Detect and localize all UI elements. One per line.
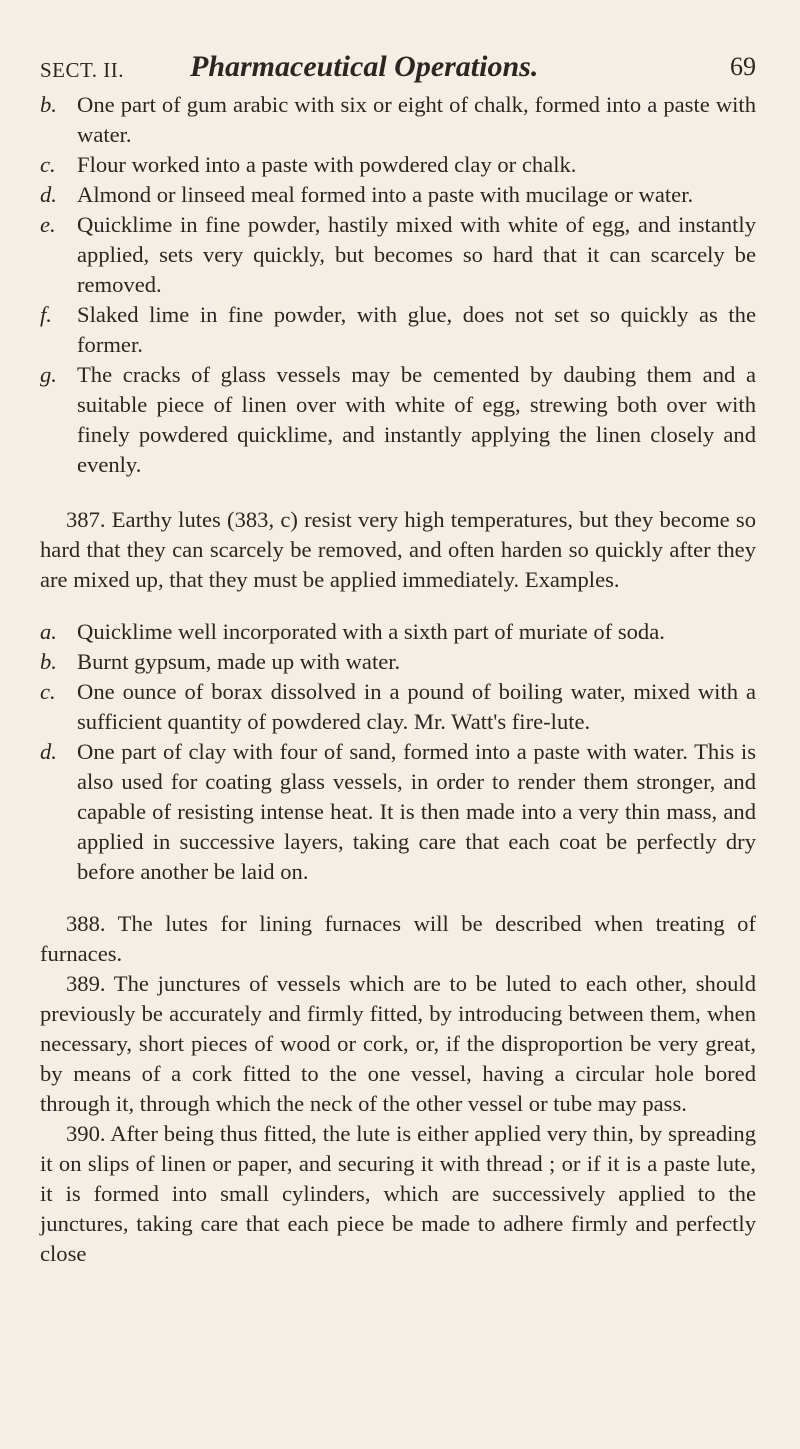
list-item — [40, 647, 756, 677]
item-marker: d. — [40, 739, 57, 764]
section-label: SECT. II. — [40, 58, 125, 82]
list-item — [40, 360, 756, 480]
paragraph-389: 389. The junctures of vessels which are to be luted to each other, should previously be accurately and firmly fitted, by introducing between them, when necessary, short pieces of wood or cork, or, if the disproportion be very great, by means of a cork fitted to the one vessel, having a circular hole bored through it, through which the neck of the other vessel or tube may pass. — [40, 971, 756, 1116]
item-text: One ounce of borax dissolved in a pound of boiling water, mixed with a sufficient quantity of powdered clay. Mr. Watt's fire-lute. — [77, 679, 756, 734]
spacer — [40, 480, 756, 505]
list-item — [40, 617, 756, 647]
item-marker: c. — [40, 152, 56, 177]
spacer — [40, 595, 756, 617]
item-text: One part of clay with four of sand, formed into a paste with water. This is also used for coating glass vessels, in order to render them stronger, and capable of resisting intense heat. It is then made into a very thin mass, and applied in successive layers, taking care that each coat be perfectly dry before another be laid on. — [77, 739, 756, 884]
item-marker: a. — [40, 619, 57, 644]
item-marker: c. — [40, 679, 56, 704]
running-title: Pharmaceutical Operations. — [190, 50, 539, 83]
item-marker: b. — [40, 92, 57, 117]
paragraph-390: 390. After being thus fitted, the lute is either applied very thin, by spreading it on slips of linen or paper, and securing it with thread ; or if it is a paste lute, it is formed into small cylinders, which are successively applied to the junctures, taking care that each piece be made to adhere firmly and perfectly close — [40, 1121, 756, 1266]
list-item — [40, 180, 756, 210]
list-item — [40, 150, 756, 180]
earthy-lute-list — [40, 617, 756, 887]
list-item — [40, 737, 756, 887]
list-item — [40, 210, 756, 300]
running-head — [40, 44, 756, 90]
item-marker: d. — [40, 182, 57, 207]
item-text: One part of gum arabic with six or eight of chalk, formed into a paste with water. — [77, 92, 756, 147]
item-text: Quicklime in fine powder, hastily mixed with white of egg, and instantly applied, sets very quickly, but becomes so hard that it can scarcely be removed. — [77, 212, 756, 297]
cement-list — [40, 90, 756, 480]
paragraph-388: 388. The lutes for lining furnaces will be described when treating of furnaces. — [40, 911, 756, 966]
list-item — [40, 90, 756, 150]
item-text: Almond or linseed meal formed into a paste with mucilage or water. — [77, 182, 694, 207]
item-text: Burnt gypsum, made up with water. — [77, 649, 401, 674]
item-marker: b. — [40, 649, 57, 674]
spacer — [40, 887, 756, 909]
page-body — [40, 90, 756, 1269]
list-item — [40, 300, 756, 360]
item-marker: g. — [40, 362, 57, 387]
item-marker: e. — [40, 212, 56, 237]
item-text: Flour worked into a paste with powdered clay or chalk. — [77, 152, 577, 177]
page-number: 69 — [730, 52, 756, 81]
item-text: Slaked lime in fine powder, with glue, does not set so quickly as the former. — [77, 302, 756, 357]
list-item — [40, 677, 756, 737]
item-text: The cracks of glass vessels may be cemented by daubing them and a suitable piece of linen over with white of egg, strewing both over with finely powdered quicklime, and instantly applying the linen closely and evenly. — [77, 362, 756, 477]
item-marker: f. — [40, 302, 52, 327]
paragraph-387: 387. Earthy lutes (383, c) resist very high temperatures, but they become so hard that they can scarcely be removed, and often harden so quickly after they are mixed up, that they must be applied immediately. Examples. — [40, 507, 756, 592]
item-text: Quicklime well incorporated with a sixth part of muriate of soda. — [77, 619, 665, 644]
